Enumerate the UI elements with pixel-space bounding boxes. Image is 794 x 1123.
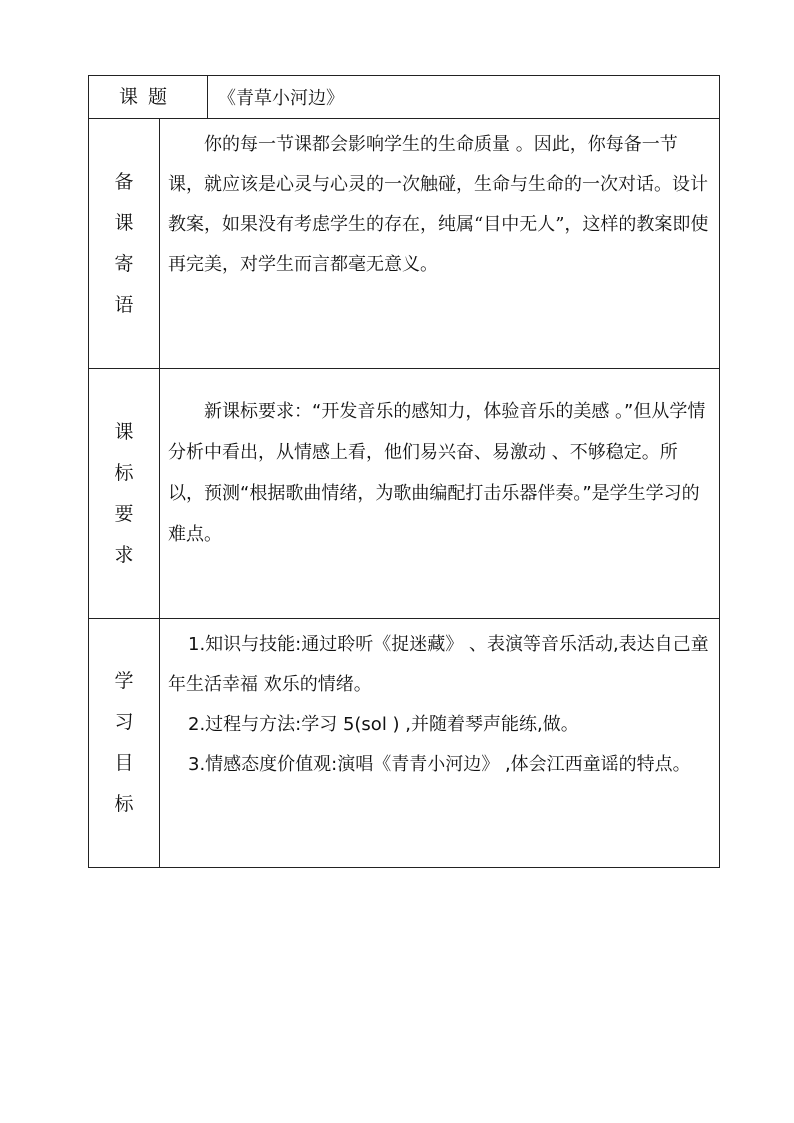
standard-label-char: 求 (114, 543, 134, 566)
beike-label-char: 语 (114, 293, 134, 316)
standard-label-char: 标 (114, 461, 134, 484)
goals-row (88, 618, 720, 868)
beike-text: 你的每一节课都会影响学生的生命质量 。因此，你每备一节课，就应该是心灵与心灵的一次触碰，生命与生命的一次对话。设计教案，如果没有考虑学生的存在，纯属“目中无人”，这样的教案即使再完美，对学生而言都毫无意义。 (168, 134, 709, 275)
goals-label-char: 目 (114, 752, 134, 774)
beike-label-char: 寄 (114, 252, 134, 275)
beike-label-char: 备 (114, 170, 134, 193)
goals-label-char: 习 (114, 711, 134, 733)
title-label: 课题 (118, 85, 177, 108)
title-value-cell (208, 76, 719, 118)
goal-item: 3.情感态度价值观:演唱《青青小河边》 ,体会江西童谣的特点。 (188, 754, 691, 775)
standard-content-cell (160, 369, 719, 618)
goals-content-cell (160, 619, 719, 867)
standard-row (88, 368, 720, 618)
beike-label-char: 课 (114, 211, 134, 234)
goal-item: 1.知识与技能:通过聆听《捉迷藏》 、表演等音乐活动,表达自己童年生活幸福 欢乐的情绪。 (168, 634, 709, 695)
title-row (88, 75, 720, 118)
goals-label-char: 学 (114, 670, 134, 692)
beike-content-cell (160, 119, 719, 368)
standard-text: 新课标要求：“开发音乐的感知力，体验音乐的美感 。”但从学情分析中看出，从情感上看，他们易兴奋、易激动 、不够稳定。所以，预测“根据歌曲情绪，为歌曲编配打击乐器伴奏。”是学生学习的难点。 (168, 401, 706, 545)
standard-label-char: 课 (114, 420, 134, 443)
standard-label-cell (89, 369, 160, 618)
beike-row (88, 118, 720, 368)
goals-label-char: 标 (114, 793, 134, 815)
goal-item: 2.过程与方法:学习 5(sol ) ,并随着琴声能练,做。 (188, 714, 579, 735)
standard-label-char: 要 (114, 502, 134, 525)
lesson-title: 《青草小河边》 (218, 88, 344, 109)
beike-label-cell (89, 119, 160, 368)
goals-label-cell (89, 619, 160, 867)
title-label-cell (89, 76, 208, 118)
lesson-plan-table (88, 75, 720, 868)
